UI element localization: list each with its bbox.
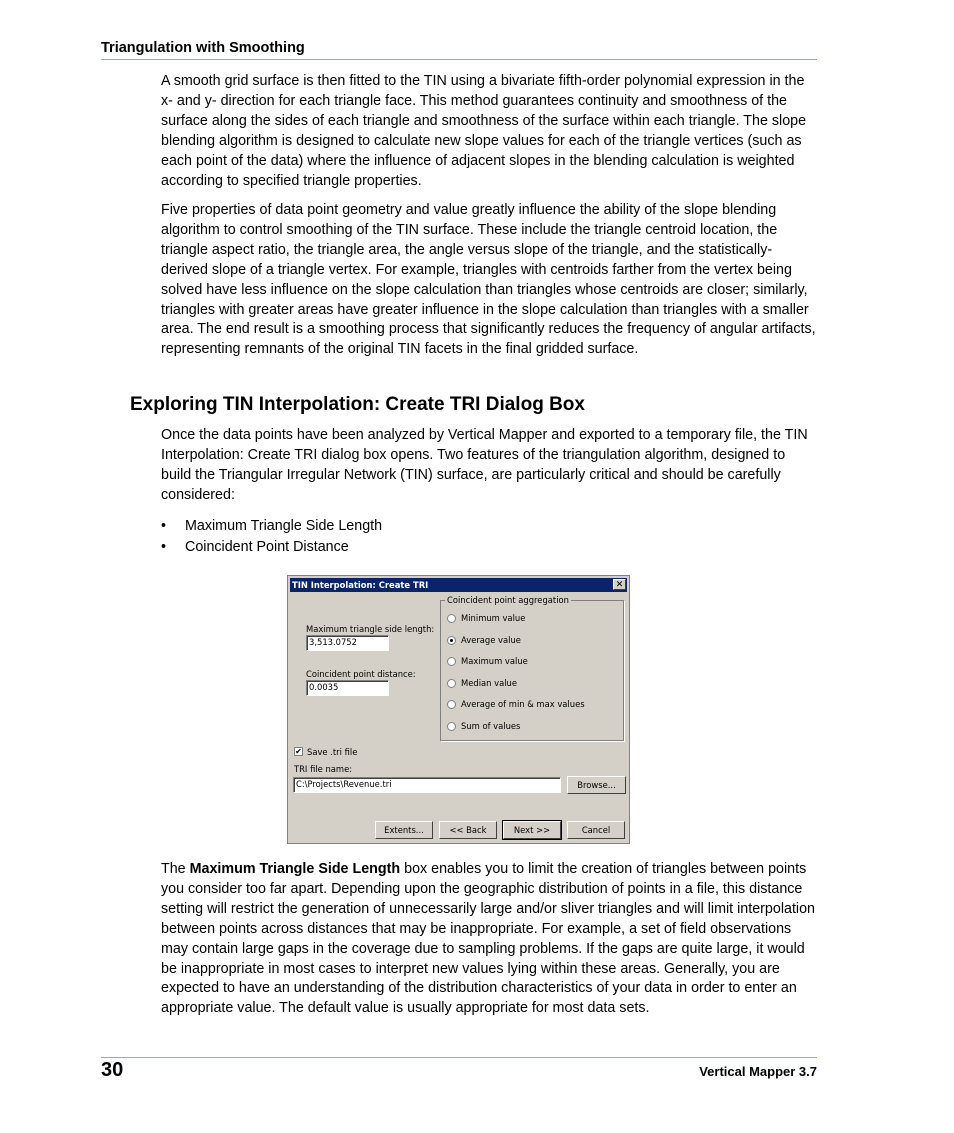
paragraph-dialog-intro: Once the data points have been analyzed by Vertical Mapper and exported to a temporary file, the TIN Interpolation: Create TRI dialog box opens. Two features of the triangulation algorithm, designed to build the Triangular Irregular Network (TIN) surface, are particularly critical and should be carefully considered:	[161, 427, 808, 503]
coincident-distance-label: Coincident point distance:	[306, 669, 416, 679]
para4-rest: box enables you to limit the creation of triangles between points you consider too far apart. Depending upon the geographic distribution of points in a file, this distance setting will restrict the generation of unnecessarily large and/or sliver triangles and will limit interpolation between points across distances that may be inappropriate. For example, a set of field observations may contain large gaps in the coverage due to sampling problems. If the gaps are quite large, it would be inappropriate in most cases to interpret new values lying within these areas. Generally, you are expected to have an understanding of the distribution characteristics of your data in order to enter an appropriate value. The default value is usually appropriate for most data sets.	[161, 861, 815, 1017]
radio-average-value[interactable]	[447, 635, 617, 649]
extents-button[interactable]: Extents...	[375, 821, 433, 839]
paragraph-slope-blending: A smooth grid surface is then fitted to the TIN using a bivariate fifth-order polynomial expression in the x- and y- direction for each triangle face. This method guarantees continuity and smoothness of the surface along the sides of each triangle and smoothness of the surface within each triangle. The slope blending algorithm is designed to calculate new slope values for each of the triangle vertices (such as each point of the data) where the influence of adjacent slopes in the blending calculation is weighted according to specified triangle properties.	[161, 73, 807, 189]
aggregation-group-title: Coincident point aggregation	[447, 595, 569, 605]
section-heading: Exploring TIN Interpolation: Create TRI Dialog Box	[130, 394, 585, 415]
radio-label: Average value	[461, 635, 521, 645]
radio-label: Average of min & max values	[461, 699, 585, 709]
radio-label: Maximum value	[461, 656, 528, 666]
radio-median-value[interactable]	[447, 678, 617, 692]
max-side-length-label: Maximum triangle side length:	[306, 624, 435, 634]
radio-circle	[447, 657, 456, 666]
close-button[interactable]	[613, 579, 626, 590]
next-button[interactable]: Next >>	[503, 821, 561, 839]
header-rule	[101, 59, 817, 60]
footer-rule	[101, 1057, 817, 1058]
para4-bold-term: Maximum Triangle Side Length	[189, 861, 401, 877]
dialog-title: TIN Interpolation: Create TRI	[292, 580, 429, 590]
radio-circle	[447, 700, 456, 709]
tri-file-name-input[interactable]: C:\Projects\Revenue.tri	[293, 777, 561, 793]
radio-label: Sum of values	[461, 721, 521, 731]
aggregation-group	[440, 595, 624, 741]
dialog-titlebar	[290, 578, 627, 592]
footer-product-title: Vertical Mapper 3.7	[699, 1064, 817, 1079]
page-number: 30	[101, 1059, 124, 1081]
para4-lead: The	[161, 861, 190, 877]
close-icon: ✕	[615, 580, 624, 590]
bullet-item: • Coincident Point Distance	[161, 539, 349, 555]
radio-label: Minimum value	[461, 613, 526, 623]
back-button[interactable]: << Back	[439, 821, 497, 839]
tri-file-name-label: TRI file name:	[294, 764, 353, 774]
running-head-title: Triangulation with Smoothing	[101, 40, 305, 56]
cancel-button[interactable]: Cancel	[567, 821, 625, 839]
save-tri-checkbox[interactable]	[294, 747, 303, 756]
bullet-text: Coincident Point Distance	[185, 539, 349, 555]
radio-circle	[447, 614, 456, 623]
radio-sum-of-values[interactable]	[447, 721, 617, 735]
radio-circle	[447, 722, 456, 731]
browse-button[interactable]: Browse...	[567, 776, 626, 794]
radio-label: Median value	[461, 678, 517, 688]
radio-circle-selected	[447, 636, 456, 645]
radio-maximum-value[interactable]	[447, 656, 617, 670]
bullet-text: Maximum Triangle Side Length	[185, 518, 383, 534]
create-tri-dialog	[287, 575, 630, 844]
max-side-length-input[interactable]: 3,513.0752	[306, 635, 389, 651]
feature-bullet-list	[161, 516, 382, 558]
radio-circle	[447, 679, 456, 688]
paragraph-geometry-properties: Five properties of data point geometry and value greatly influence the ability of the slope blending algorithm to control smoothing of the TIN surface. These include the triangle centroid location, the triangle aspect ratio, the triangle area, the angle versus slope of the triangle, and the statistically-derived slope of a triangle vertex. For example, triangles with centroids farther from the vertex being solved have less influence on the slope calculation than triangles whose centroids are closer; similarly, triangles with greater areas have greater influence in the slope calculation than triangles with a smaller area. The end result is a smoothing process that significantly reduces the frequency of angular artifacts, representing remnants of the original TIN facets in the final gridded surface.	[161, 202, 816, 358]
save-tri-label: Save .tri file	[307, 747, 358, 757]
paragraph-max-side-length	[161, 860, 817, 1019]
bullet-item: • Maximum Triangle Side Length	[161, 518, 383, 534]
coincident-distance-input[interactable]: 0.0035	[306, 680, 389, 696]
radio-minimum-value[interactable]	[447, 613, 617, 627]
radio-average-min-max[interactable]	[447, 699, 617, 713]
check-icon: ✔	[295, 747, 302, 756]
